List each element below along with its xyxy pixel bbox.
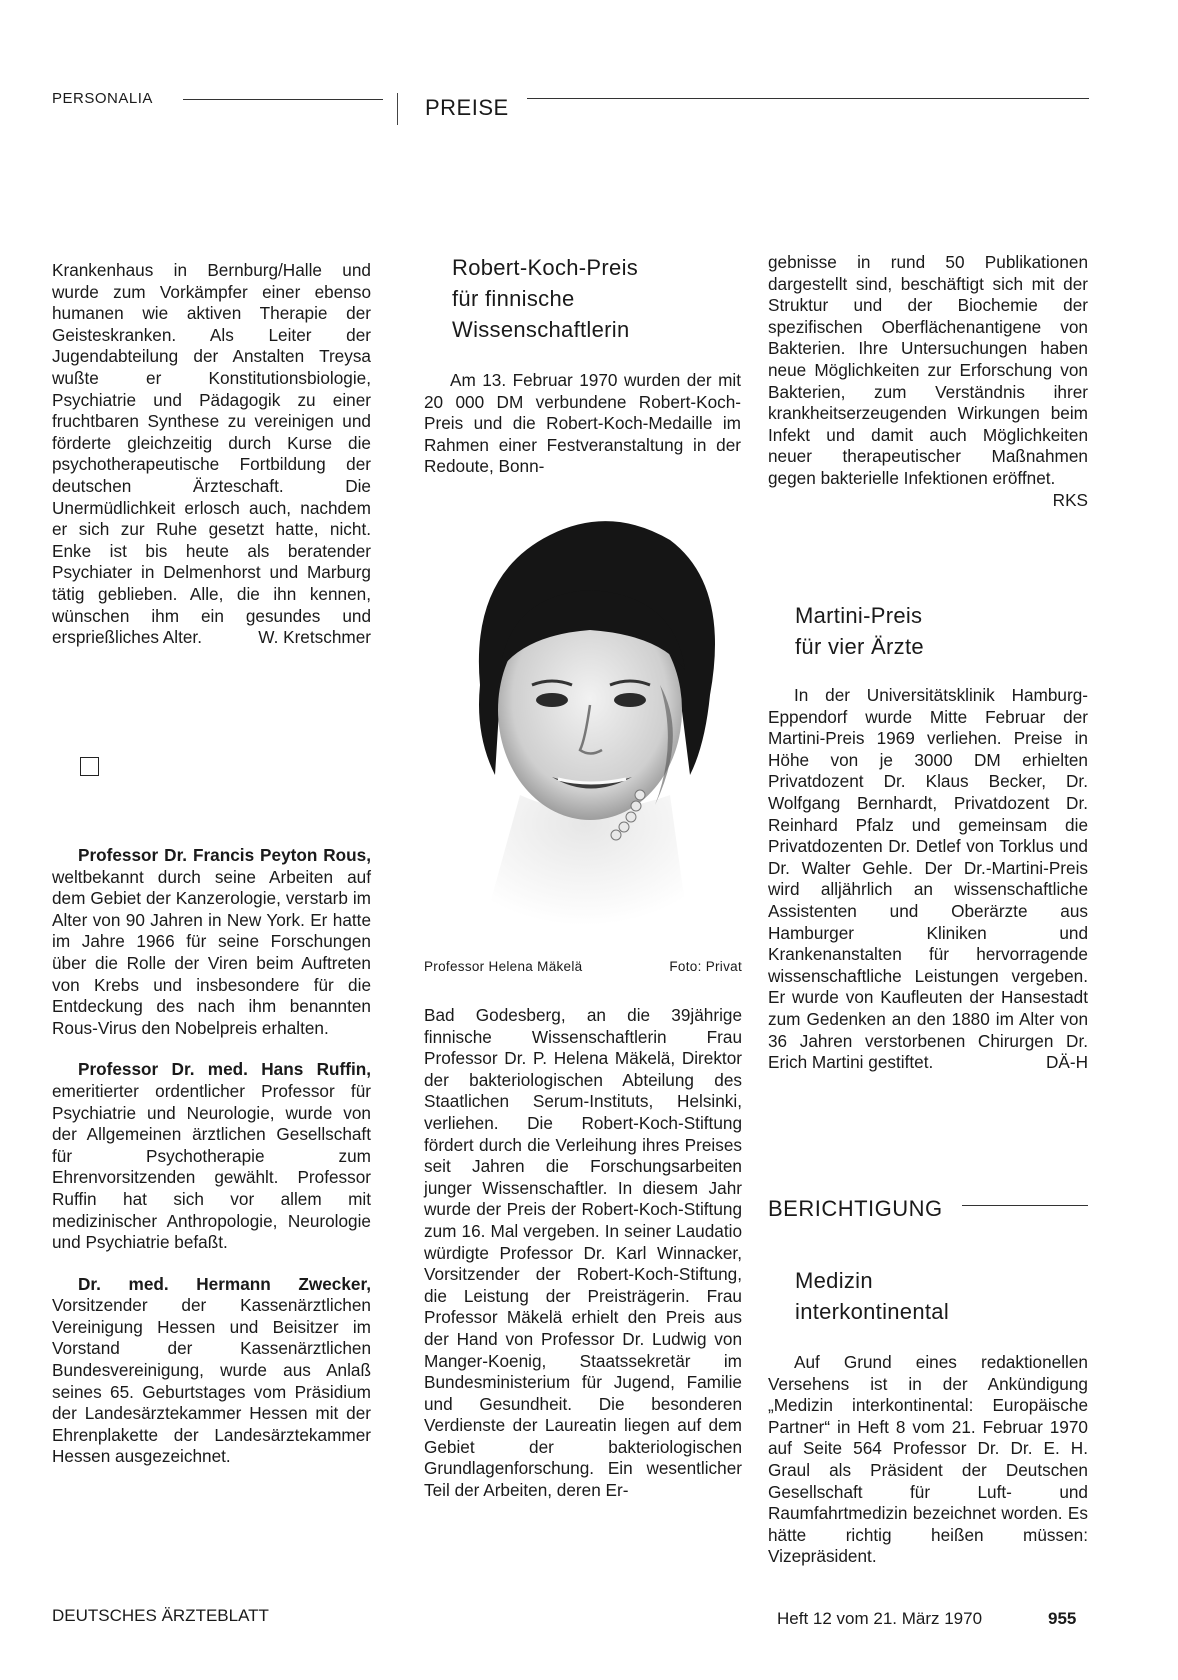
martini-body-text: In der Universitätsklinik Hamburg-Eppendorf wurde Mitte Februar der Martini-Preis 1969 verliehen. Preise in Höhe von je 3000 DM erhielten Privatdozent Dr. Klaus Becker, Dr. Wolfgang Bernhardt, Privatdozent Dr. Reinhard Pfalz und gemeinsam die Privatdozenten Dr. Detlef von Torklus und Dr. Walter Gehle. Der Dr.-Martini-Preis wird alljährlich an wissenschaftliche Assistenten und Oberärzte aus Hamburger Kliniken und Krankenanstalten für hervorragende wissenschaftliche Leistungen vergeben. Er wurde von Kaufleuten der Hansestadt zum Gedenken an den 1880 im Alter von 36 Jahren verstorbenen Chirurgen Dr. Erich Martini gestiftet.: [768, 685, 1088, 1073]
martini-headline-line-2: für vier Ärzte: [795, 634, 924, 659]
martini-headline: [795, 600, 1085, 662]
berichtigung-body: [768, 1352, 1088, 1568]
koch-headline-line-2: für finnische: [452, 286, 575, 311]
caption-credit: Foto: Privat: [669, 959, 742, 974]
personalia-notices: [52, 845, 371, 1468]
koch-headline: [452, 252, 742, 345]
berichtigung-headline-line-1: Medizin: [795, 1268, 873, 1293]
footer-page-number: 955: [1048, 1609, 1077, 1628]
footer-journal: DEUTSCHES ÄRZTEBLATT: [52, 1606, 269, 1625]
caption-name: Professor Helena Mäkelä: [424, 959, 583, 974]
koch-continuation-text: gebnisse in rund 50 Publikationen dargestellt sind, beschäftigt sich mit der Struktur und der Biochemie der spezifischen Oberflächenantigene von Bakterien. Ihre Untersuchungen haben neue Möglichkeiten zur Erforschung von Bakterien, zum Verständnis ihrer krankheitserzeugenden Wirkungen beim Infekt und damit auch Möglichkeiten neuer therapeutischer Maßnahmen gegen bakterielle Infektionen eröffnet.: [768, 252, 1088, 488]
enke-continuation: Krankenhaus in Bernburg/Halle und wurde zum Vorkämpfer einer ebenso humanen wie aktiven Therapie der Geisteskranken. Als Leiter der Jugendabteilung der Anstalten Treysa wußte er Konstitutionsbiologie, Psychiatrie und Pädagogik zu einer fruchtbaren Synthese zu vereinigen und förderte gleichzeitig durch Kurse die psychotherapeutische Fortbildung der deutschen Ärzteschaft. Die Unermüdlichkeit erlosch auch, nachdem er sich zur Ruhe gesetzt hatte, nicht. Enke ist bis heute als beratender Psychiater in Delmenhorst und Marburg tätig geblieben. Alle, die ihn kennen, wünschen ihm ein gesundes und ersprießliches Alter.: [52, 260, 371, 648]
notice-rous-text: weltbekannt durch seine Arbeiten auf dem Gebiet der Kanzerologie, verstarb im Alter von 90 Jahren in New York. Er hatte im Jahre 1966 für seine Forschungen über die Rolle der Viren beim Auftreten von Krebs und insbesondere für die Entdeckung des nach ihm benannten Rous-Virus den Nobelpreis erhalten.: [52, 866, 371, 1038]
notice-rous: [52, 845, 371, 1039]
enke-article: [52, 260, 371, 649]
notice-ruffin-text: emeritierter ordentlicher Professor für Psychiatrie und Neurologie, wurde von der Allgemeinen ärztlichen Gesellschaft für Psychotherapie zum Ehrenvorsitzenden gewählt. Professor Ruffin hat sich vor allem mit medizinischer Anthropologie, Neurologie und Psychiatrie befaßt.: [52, 1080, 371, 1253]
section-label-preise: PREISE: [425, 95, 509, 120]
notice-zwecker-text: Vorsitzender der Kassenärztlichen Vereinigung Hessen und Beisitzer im Vorstand der Kassenärztlichen Bundesvereinigung, wurde aus Anlaß seines 65. Geburtstages vom Präsidium der Landesärztekammer Hessen mit der Ehrenplakette der Landesärztekammer Hessen ausgezeichnet.: [52, 1295, 371, 1467]
berichtigung-headline-line-2: interkontinental: [795, 1299, 950, 1324]
martini-body: [768, 685, 1088, 1074]
berichtigung-body-text: Auf Grund eines redaktionellen Versehens ist in der Ankündigung „Medizin interkontinental: Europäische Partner“ in Heft 8 vom 21. Februar 1970 auf Seite 564 Professor Dr. Dr. E. H. Graul als Präsident der Deutschen Gesellschaft für Luft- und Raumfahrtmedizin bezeichnet worden. Es hätte richtig heißen müssen: Vizepräsident.: [768, 1352, 1088, 1567]
koch-continuation-paragraph: [768, 252, 1088, 510]
koch-headline-line-1: Robert-Koch-Preis: [452, 255, 639, 280]
column-divider: [397, 93, 398, 125]
martini-signature: DÄ-H: [1045, 1052, 1088, 1073]
berichtigung-headline: [795, 1265, 1085, 1327]
notice-zwecker: [52, 1274, 371, 1468]
header-rule-left: [183, 99, 383, 100]
end-of-article-box: [80, 757, 99, 776]
enke-author: W. Kretschmer: [258, 627, 371, 648]
martini-paragraph: [768, 685, 1088, 1074]
martini-headline-line-1: Martini-Preis: [795, 603, 923, 628]
koch-intro: [424, 370, 741, 478]
notice-rous-name: Professor Dr. Francis Peyton Rous,: [78, 845, 371, 865]
header-rule-right: [527, 98, 1089, 99]
koch-continuation: [768, 252, 1088, 511]
koch-body: [424, 1005, 742, 1502]
koch-headline-line-3: Wissenschaftlerin: [452, 317, 630, 342]
section-label-berichtigung: BERICHTIGUNG: [768, 1196, 943, 1221]
notice-ruffin-name: Professor Dr. med. Hans Ruffin,: [78, 1059, 371, 1080]
portrait-photo: [440, 495, 730, 940]
koch-intro-text: Am 13. Februar 1970 wurden der mit 20 000 DM verbundene Robert-Koch-Preis und die Robert-Koch-Medaille im Rahmen einer Festveranstaltung in der Redoute, Bonn-: [424, 370, 741, 477]
berichtigung-rule: [962, 1205, 1088, 1206]
personalia-column: [52, 260, 371, 649]
portrait-illustration: [440, 495, 730, 940]
koch-body-text: Bad Godesberg, an die 39jährige finnische Wissenschaftlerin Frau Professor Dr. P. Helena Mäkelä, Direktor der bakteriologischen Abteilung des Staatlichen Serum-Instituts, Helsinki, verliehen. Die Robert-Koch-Stiftung fördert durch die Verleihung ihres Preises seit Jahren die Forschungsarbeiten junger Wissenschaftler. In diesem Jahr wurde der Preis der Robert-Koch-Stiftung zum 16. Mal vergeben. In seiner Laudatio würdigte Professor Dr. Karl Winnacker, Vorsitzender der Robert-Koch-Stiftung, die Leistung der Preisträgerin. Frau Professor Mäkelä erhielt den Preis aus der Hand von Professor Dr. Ludwig von Manger-Koenig, Staatssekretär im Bundesministerium für Jugend, Familie und Gesundheit. Die besonderen Verdienste der Laureatin liegen auf dem Gebiet der bakteriologischen Grundlagenforschung. Ein wesentlicher Teil der Arbeiten, deren Er-: [424, 1005, 742, 1501]
photo-caption: [424, 959, 742, 974]
footer-issue: Heft 12 vom 21. März 1970: [777, 1609, 983, 1628]
notice-ruffin: [52, 1059, 371, 1253]
koch-signature: RKS: [1052, 489, 1088, 510]
section-label-personalia: PERSONALIA: [52, 90, 153, 107]
notice-zwecker-name: Dr. med. Hermann Zwecker,: [78, 1273, 371, 1294]
